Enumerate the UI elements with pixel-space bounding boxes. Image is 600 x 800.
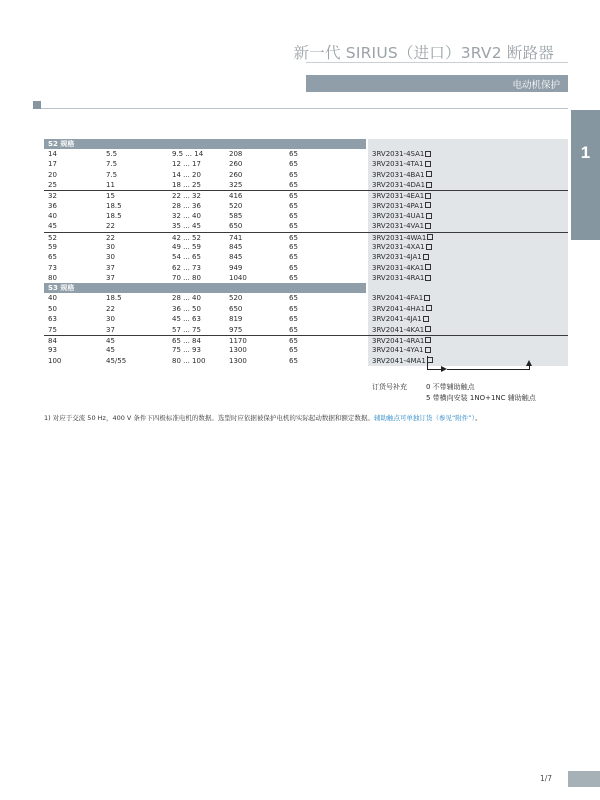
motor-power-cell: 18.5 — [106, 201, 122, 210]
group-header-shade — [368, 139, 568, 149]
section-marker — [33, 101, 41, 109]
order-number: 3RV2041-4MA1 — [372, 356, 426, 365]
table-row — [44, 190, 568, 200]
rated-current-cell: 63 — [48, 315, 57, 324]
motor-power-cell: 18.5 — [106, 294, 122, 303]
motor-power-cell: 7.5 — [106, 170, 118, 179]
order-suffix-box-icon — [425, 264, 431, 270]
trip-current-cell: 741 — [229, 233, 243, 242]
breaking-capacity-cell: 65 — [289, 274, 298, 283]
order-suffix-box-icon — [425, 202, 431, 208]
motor-power-cell: 11 — [106, 181, 115, 190]
footnote — [44, 413, 481, 422]
rated-current-cell: 84 — [48, 336, 57, 345]
order-suffix-box-icon — [425, 337, 431, 343]
order-number-cell — [372, 221, 431, 231]
trip-current-cell: 1300 — [229, 356, 247, 365]
footnote-text: 1) 对应于交流 50 Hz，400 V 条件下四极标准电机的数据。选型时应依据被保护电机的实际起动数据和额定数据。 — [44, 414, 374, 422]
breaking-capacity-cell: 65 — [289, 294, 298, 303]
order-number-cell — [372, 345, 431, 355]
rated-current-cell: 93 — [48, 346, 57, 355]
setting-range-cell: 28 ... 36 — [172, 201, 201, 210]
order-suffix-box-icon — [427, 234, 433, 240]
order-suffix-box-icon — [425, 161, 431, 167]
rated-current-cell: 65 — [48, 253, 57, 262]
setting-range-cell: 75 ... 93 — [172, 346, 201, 355]
order-suffix-box-icon — [423, 316, 429, 322]
order-number-cell — [372, 211, 432, 221]
trip-current-cell: 1040 — [229, 274, 247, 283]
rated-current-cell: 73 — [48, 263, 57, 272]
table-row — [44, 304, 568, 314]
motor-power-cell: 15 — [106, 192, 115, 201]
setting-range-cell: 12 ... 17 — [172, 160, 201, 169]
pointer-line-left — [427, 356, 428, 370]
order-suffix-box-icon — [425, 275, 431, 281]
group-label: S2 规格 — [48, 140, 75, 148]
motor-power-cell: 30 — [106, 243, 115, 252]
setting-range-cell: 36 ... 50 — [172, 304, 201, 313]
order-suffix-box-icon — [425, 326, 431, 332]
order-number: 3RV2041-4HA1 — [372, 304, 426, 313]
trip-current-cell: 650 — [229, 304, 243, 313]
order-number-cell — [372, 314, 429, 324]
section-bar — [306, 75, 568, 92]
trip-current-cell: 520 — [229, 201, 243, 210]
order-number: 3RV2041-4FA1 — [372, 294, 424, 303]
order-number-cell — [372, 149, 431, 159]
order-option-5: 5 带横向安装 1NO+1NC 辅助触点 — [426, 394, 536, 402]
table-row — [44, 232, 568, 242]
setting-range-cell: 32 ... 40 — [172, 212, 201, 221]
table-row — [44, 263, 568, 273]
title-rule — [306, 62, 568, 63]
trip-current-cell: 520 — [229, 294, 243, 303]
motor-power-cell: 7.5 — [106, 160, 118, 169]
order-number: 3RV2041-4KA1 — [372, 325, 425, 334]
breaking-capacity-cell: 65 — [289, 304, 298, 313]
table-row — [44, 293, 568, 303]
order-suffix-box-icon — [426, 305, 432, 311]
order-number-cell — [372, 252, 429, 262]
breaking-capacity-cell: 65 — [289, 336, 298, 345]
breaking-capacity-cell: 65 — [289, 315, 298, 324]
breaking-capacity-cell: 65 — [289, 201, 298, 210]
order-number: 3RV2031-4RA1 — [372, 274, 425, 283]
table-row — [44, 273, 568, 283]
order-number-cell — [372, 273, 431, 283]
trip-current-cell: 416 — [229, 192, 243, 201]
footnote-tail: 。 — [474, 414, 482, 422]
order-suffix-box-icon — [425, 151, 431, 157]
table-row — [44, 159, 568, 169]
rated-current-cell: 20 — [48, 170, 57, 179]
setting-range-cell: 49 ... 59 — [172, 243, 201, 252]
order-number-cell — [372, 293, 430, 303]
breaking-capacity-cell: 65 — [289, 212, 298, 221]
breaking-capacity-cell: 65 — [289, 233, 298, 242]
order-suffix-box-icon — [423, 254, 429, 260]
motor-power-cell: 22 — [106, 304, 115, 313]
table-row — [44, 149, 568, 159]
setting-range-cell: 9.5 ... 14 — [172, 150, 204, 158]
order-suffix-box-icon — [425, 347, 431, 353]
motor-power-cell: 37 — [106, 325, 115, 334]
order-option-0: 0 不带辅助触点 — [426, 383, 475, 391]
rated-current-cell: 75 — [48, 325, 57, 334]
table-row — [44, 242, 568, 252]
section-label: 电动机保护 — [512, 80, 560, 91]
rated-current-cell: 40 — [48, 212, 57, 221]
setting-range-cell: 42 ... 52 — [172, 233, 201, 242]
order-number-cell — [372, 304, 432, 314]
order-number: 3RV2031-4PA1 — [372, 201, 424, 210]
setting-range-cell: 28 ... 40 — [172, 294, 201, 303]
breaking-capacity-cell: 65 — [289, 253, 298, 262]
trip-current-cell: 325 — [229, 181, 243, 190]
order-number: 3RV2031-4TA1 — [372, 160, 424, 169]
table-row — [44, 180, 568, 190]
order-number: 3RV2031-4WA1 — [372, 233, 427, 242]
order-number: 3RV2031-4VA1 — [372, 222, 425, 231]
order-number-cell — [372, 180, 432, 190]
trip-current-cell: 650 — [229, 222, 243, 231]
trip-current-cell: 845 — [229, 253, 243, 262]
motor-power-cell: 37 — [106, 263, 115, 272]
breaking-capacity-cell: 65 — [289, 222, 298, 231]
setting-range-cell: 45 ... 63 — [172, 315, 201, 324]
order-suffix-box-icon — [426, 244, 432, 250]
table-row — [44, 325, 568, 335]
section-rule — [41, 108, 568, 109]
trip-current-cell: 585 — [229, 212, 243, 221]
order-suffix-box-icon — [424, 295, 430, 301]
order-number: 3RV2031-4KA1 — [372, 263, 425, 272]
table-row — [44, 345, 568, 355]
trip-current-cell: 1170 — [229, 336, 247, 345]
motor-power-cell: 45/55 — [106, 356, 127, 365]
order-number: 3RV2031-4XA1 — [372, 243, 425, 252]
order-number: 3RV2031-4UA1 — [372, 212, 425, 221]
order-suffix-box-icon — [425, 223, 431, 229]
rated-current-cell: 59 — [48, 243, 57, 252]
setting-range-cell: 22 ... 32 — [172, 192, 201, 201]
rated-current-cell: 25 — [48, 181, 57, 190]
motor-power-cell: 30 — [106, 315, 115, 324]
order-number: 3RV2031-4JA1 — [372, 253, 422, 262]
order-number: 3RV2031-4BA1 — [372, 170, 425, 179]
group-header-bar — [44, 139, 366, 149]
trip-current-cell: 975 — [229, 325, 243, 334]
table-row — [44, 221, 568, 231]
order-number: 3RV2041-4RA1 — [372, 336, 425, 345]
setting-range-cell: 62 ... 73 — [172, 263, 201, 272]
group-header — [44, 139, 568, 149]
trip-current-cell: 208 — [229, 150, 243, 158]
table-row — [44, 356, 568, 366]
rated-current-cell: 100 — [48, 356, 62, 365]
order-suffix-box-icon — [426, 213, 432, 219]
rated-current-cell: 52 — [48, 233, 57, 242]
setting-range-cell: 57 ... 75 — [172, 325, 201, 334]
breaking-capacity-cell: 65 — [289, 346, 298, 355]
rated-current-cell: 80 — [48, 274, 57, 283]
trip-current-cell: 260 — [229, 160, 243, 169]
trip-current-cell: 260 — [229, 170, 243, 179]
motor-power-cell: 22 — [106, 233, 115, 242]
order-number: 3RV2041-4JA1 — [372, 315, 422, 324]
rated-current-cell: 40 — [48, 294, 57, 303]
rated-current-cell: 32 — [48, 192, 57, 201]
motor-power-cell: 37 — [106, 274, 115, 283]
order-suffix-box-icon — [426, 171, 432, 177]
setting-range-cell: 70 ... 80 — [172, 274, 201, 283]
rated-current-cell: 14 — [48, 150, 57, 158]
motor-power-cell: 18.5 — [106, 212, 122, 221]
order-number-cell — [372, 242, 432, 252]
trip-current-cell: 845 — [229, 243, 243, 252]
group-header-shade — [368, 283, 568, 293]
motor-power-cell: 45 — [106, 346, 115, 355]
table-row — [44, 314, 568, 324]
group-label: S3 规格 — [48, 284, 75, 293]
motor-power-cell: 5.5 — [106, 150, 118, 158]
order-number: 3RV2031-4DA1 — [372, 181, 426, 190]
order-suffix-box-icon — [426, 182, 432, 188]
table-row — [44, 211, 568, 221]
page-bar — [568, 771, 600, 787]
rated-current-cell: 17 — [48, 160, 57, 169]
motor-power-cell: 30 — [106, 253, 115, 262]
order-number-cell — [372, 159, 431, 169]
table-row — [44, 335, 568, 345]
table-row — [44, 252, 568, 262]
order-supplement-label: 订货号补充 — [372, 383, 407, 391]
table-row — [44, 201, 568, 211]
pointer-arrow-up — [526, 360, 532, 366]
setting-range-cell: 65 ... 84 — [172, 336, 201, 345]
order-suffix-box-icon — [425, 193, 431, 199]
breaking-capacity-cell: 65 — [289, 150, 298, 158]
page-title: 新一代 SIRIUS（进口）3RV2 断路器 — [293, 44, 554, 62]
motor-power-cell: 22 — [106, 222, 115, 231]
product-table — [44, 139, 568, 366]
order-number-cell — [372, 325, 431, 335]
order-number-cell — [372, 201, 431, 211]
trip-current-cell: 1300 — [229, 346, 247, 355]
order-number: 3RV2041-4YA1 — [372, 346, 424, 355]
trip-current-cell: 819 — [229, 315, 243, 324]
order-number: 3RV2031-4EA1 — [372, 192, 425, 201]
rated-current-cell: 50 — [48, 304, 57, 313]
trip-current-cell: 949 — [229, 263, 243, 272]
setting-range-cell: 35 ... 45 — [172, 222, 201, 231]
breaking-capacity-cell: 65 — [289, 192, 298, 201]
motor-power-cell: 45 — [106, 336, 115, 345]
footnote-link[interactable]: 辅助触点可单独订货（参见“附件”） — [373, 414, 475, 422]
page-number: 1/7 — [540, 774, 553, 783]
breaking-capacity-cell: 65 — [289, 263, 298, 272]
breaking-capacity-cell: 65 — [289, 170, 298, 179]
order-number-cell — [372, 170, 432, 180]
setting-range-cell: 14 ... 20 — [172, 170, 201, 179]
breaking-capacity-cell: 65 — [289, 325, 298, 334]
chapter-tab[interactable] — [571, 110, 600, 240]
setting-range-cell: 80 ... 100 — [172, 356, 206, 365]
group-header-bar — [44, 283, 366, 293]
chapter-number: 1 — [580, 143, 591, 162]
order-number-cell — [372, 356, 433, 366]
table-row — [44, 170, 568, 180]
breaking-capacity-cell: 65 — [289, 243, 298, 252]
setting-range-cell: 18 ... 25 — [172, 181, 201, 190]
group-header — [44, 283, 568, 293]
pointer-line-right-h — [447, 369, 530, 370]
rated-current-cell: 36 — [48, 201, 57, 210]
setting-range-cell: 54 ... 65 — [172, 253, 201, 262]
rated-current-cell: 45 — [48, 222, 57, 231]
breaking-capacity-cell: 65 — [289, 356, 298, 365]
breaking-capacity-cell: 65 — [289, 181, 298, 190]
order-number: 3RV2031-4SA1 — [372, 150, 425, 158]
breaking-capacity-cell: 65 — [289, 160, 298, 169]
order-number-cell — [372, 263, 431, 273]
